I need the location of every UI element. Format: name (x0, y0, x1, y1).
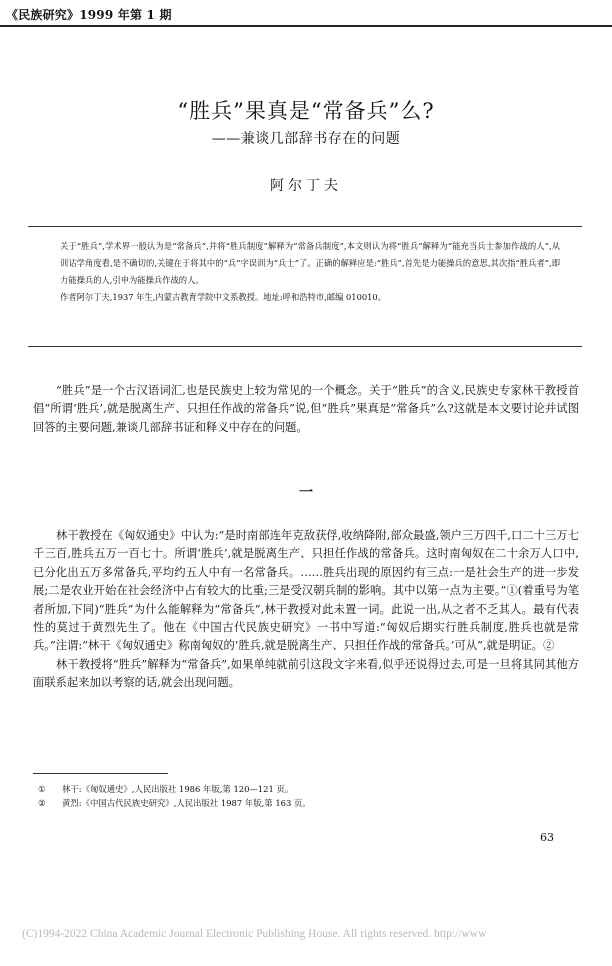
footnote-text: 林干:《匈奴通史》,人民出版社 1986 年版,第 120—121 页。 (62, 784, 294, 794)
body-paragraph: 林干教授将“胜兵”解释为“常备兵”,如果单纯就前引这段文字来看,似乎还说得过去,可是一旦将其同其他方面联系起来加以考察的话,就会出现问题。 (33, 657, 579, 690)
page-number: 63 (540, 831, 554, 844)
footnotes (38, 782, 311, 810)
footnote-item (38, 782, 311, 796)
abstract-text: 关于“胜兵”,学术界一般认为是“常备兵”,并将“胜兵制度”解释为“常备兵制度”,本文则认为将“胜兵”解释为“能充当兵士参加作战的人”,从训诂学角度看,是不确切的,关键在于将其中的“兵”字误训为“兵士”了。正确的解释应是:“胜兵”,首先是力能操兵的意思,其次指“胜兵者”,即力能操兵的人,引申为能操兵作战的人。 (60, 241, 560, 285)
journal-header: 《民族研究》1999 年第 1 期 (6, 8, 172, 22)
body-paragraph: 林干教授在《匈奴通史》中认为:“是时南部连年克敌获俘,收纳降附,部众最盛,领户三万四千,口二十三万七千三百,胜兵五万一百七十。所谓‘胜兵’,就是脱离生产、只担任作战的常备兵。这时南匈奴在二十余万人口中,已分化出五万多常备兵,平均约五人中有一名常备兵。……胜兵出现的原因约有三点:一是社会生产的进一步发展;二是农业开始在社会经济中占有较大的比重;三是受汉朝兵制的影响。其中以第一点为主要。”①(着重号为笔者所加,下同)“胜兵”为什么能解释为“常备兵”,林干教授对此未置一词。此说一出,从之者不乏其人。最有代表性的莫过于黄烈先生了。他在《中国古代民族史研究》一书中写道:“匈奴后期实行胜兵制度,胜兵也就是常兵。”注谓:“林干《匈奴通史》称南匈奴的‘胜兵,就是脱离生产、只担任作战的常备兵。’可从”,就是明证。② (33, 529, 579, 653)
footnote-mark: ① (38, 784, 46, 794)
intro-paragraph-block (33, 382, 579, 437)
intro-paragraph: “胜兵”是一个古汉语词汇,也是民族史上较为常见的一个概念。关于“胜兵”的含义,民族史专家林干教授首倡“所谓‘胜兵’,就是脱离生产、只担任作战的常备兵”说,但“胜兵”果真是“常备兵”么?这就是本文要讨论并试图回答的主要问题,兼谈几部辞书证和释义中存在的问题。 (33, 384, 579, 434)
abstract-bottom-rule (28, 346, 582, 347)
abstract-block (60, 238, 560, 306)
abstract-top-rule (28, 226, 582, 227)
section-body (33, 527, 579, 693)
author-name: 阿尔丁夫 (270, 178, 342, 194)
author-bio: 作者阿尔丁夫,1937 年生,内蒙古教育学院中文系教授。地址:呼和浩特市,邮编 010010。 (60, 292, 386, 302)
section-heading: 一 (299, 485, 313, 501)
footnote-rule (33, 773, 168, 774)
header-rule (0, 25, 612, 27)
footnote-text: 黄烈:《中国古代民族史研究》,人民出版社 1987 年版,第 163 页。 (62, 798, 311, 808)
copyright-watermark: (C)1994-2022 China Academic Journal Electronic Publishing House. All rights reserved. http://www (22, 928, 487, 940)
article-subtitle: ——兼谈几部辞书存在的问题 (211, 131, 401, 147)
footnote-mark: ② (38, 798, 46, 808)
footnote-item (38, 796, 311, 810)
article-title: “胜兵”果真是“常备兵”么? (177, 99, 435, 123)
